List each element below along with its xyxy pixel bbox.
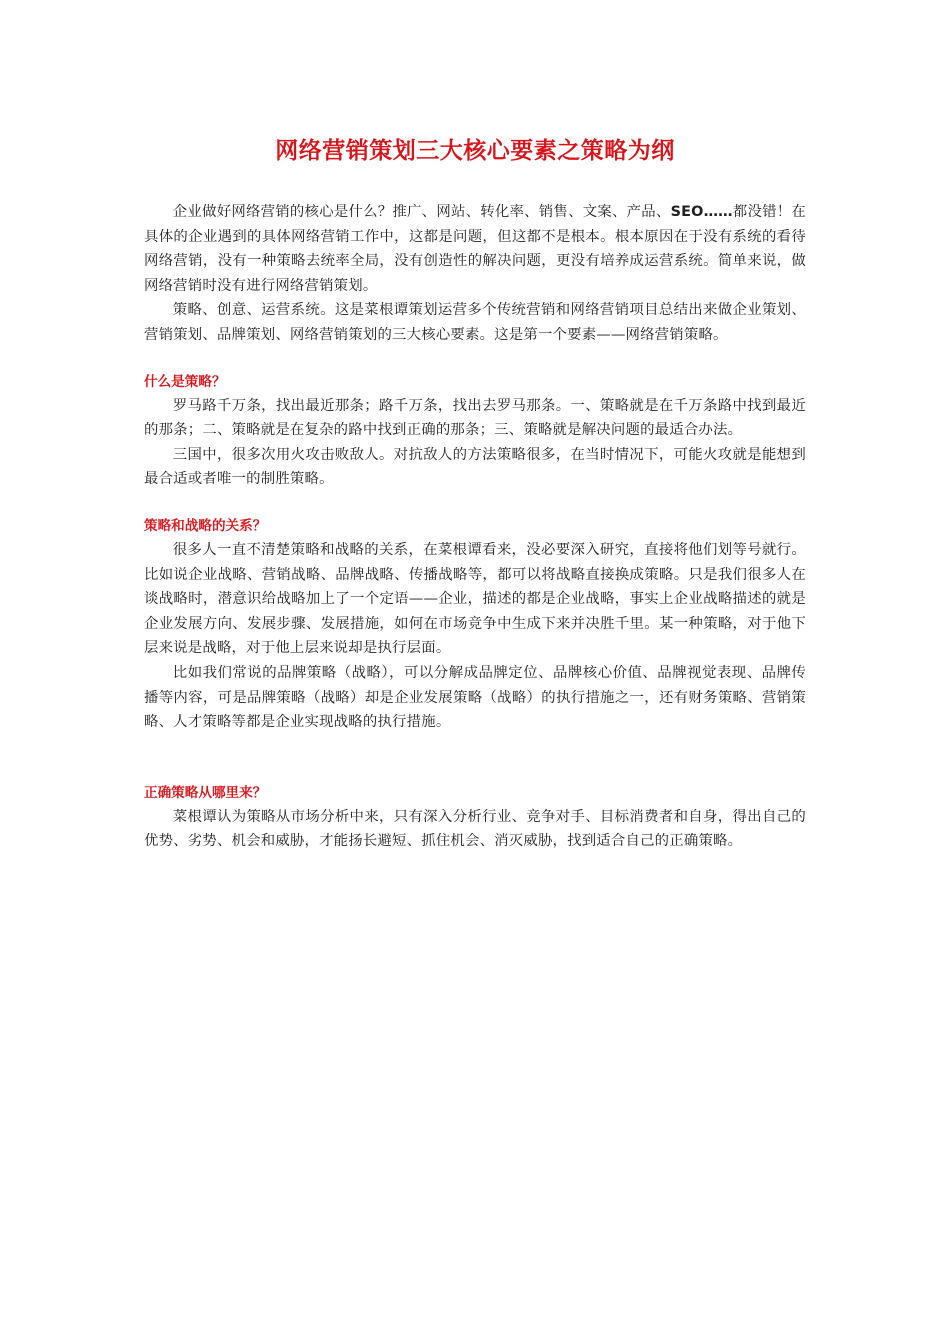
intro-p1-rest: 都没错！在具体的企业遇到的具体网络营销工作中，这都是问题，但这都不是根本。根本原因在于没有系统的看待网络营销，没有一种策略去统率全局，没有创造性的解决问题，更没有培养成运营系统。简单来说，做网络营销时没有进行网络营销策划。	[144, 204, 806, 294]
section1-paragraph-2: 三国中，很多次用火攻击败敌人。对抗敌人的方法策略很多，在当时情况下，可能火攻就是能想到最合适或者唯一的制胜策略。	[144, 446, 806, 488]
intro-paragraph-1	[144, 200, 806, 298]
intro-p1-seo: SEO……	[670, 204, 733, 220]
intro-p1-main: 企业做好网络营销的核心是什么？推广、网站、转化率、销售、文案、产品、	[172, 204, 671, 220]
section2-paragraph-2: 比如我们常说的品牌策略（战略），可以分解成品牌定位、品牌核心价值、品牌视觉表现、品牌传播等内容，可是品牌策略（战略）却是企业发展策略（战略）的执行措施之一，还有财务策略、营销策略、人才策略等都是企业实现战略的执行措施。	[144, 664, 806, 731]
section3-paragraph-1: 菜根谭认为策略从市场分析中来，只有深入分析行业、竞争对手、目标消费者和自身，得出自己的优势、劣势、机会和威胁，才能扬长避短、抓住机会、消灭威胁，找到适合自己的正确策略。	[144, 808, 806, 850]
section-heading-where-strategy-comes-from: 正确策略从哪里来？	[144, 784, 267, 801]
section1-paragraph-1: 罗马路千万条，找出最近那条；路千万条，找出去罗马那条。一、策略就是在千万条路中找到最近的那条；二、策略就是在复杂的路中找到正确的那条；三、策略就是解决问题的最适合办法。	[144, 397, 806, 439]
document-page	[144, 128, 806, 854]
document-title: 网络营销策划三大核心要素之策略为纲	[275, 138, 675, 164]
spacer	[144, 735, 806, 781]
intro-paragraph-2: 策略、创意、运营系统。这是菜根谭策划运营多个传统营销和网络营销项目总结出来做企业策划、营销策划、品牌策划、网络营销策划的三大核心要素。这是第一个要素——网络营销策略。	[144, 302, 806, 343]
section2-paragraph-1: 很多人一直不清楚策略和战略的关系，在菜根谭看来，没必要深入研究，直接将他们划等号就行。比如说企业战略、营销战略、品牌战略、传播战略等，都可以将战略直接换成策略。只是我们很多人在谈战略时，潜意识给战略加上了一个定语——企业，描述的都是企业战略，事实上企业战略描述的就是企业发展方向、发展步骤、发展措施，如何在市场竞争中生成下来并决胜千里。某一种策略，对于他下层来说是战略，对于他上层来说却是执行层面。	[144, 541, 806, 657]
section-heading-what-is-strategy: 什么是策略？	[144, 373, 226, 390]
spacer	[144, 348, 806, 370]
spacer	[144, 492, 806, 514]
section-heading-strategy-vs-tactics: 策略和战略的关系？	[144, 517, 267, 534]
